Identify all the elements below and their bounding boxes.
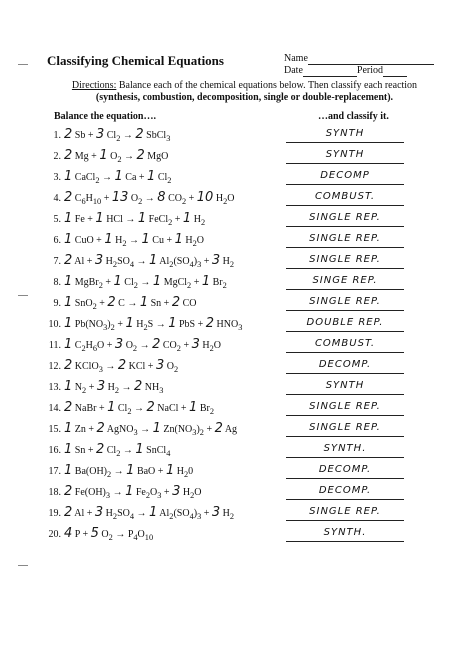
equation-number: 7. bbox=[53, 256, 61, 267]
equation-number: 18. bbox=[48, 487, 61, 498]
classification-answer: SINGLE REP. bbox=[286, 397, 404, 416]
equation-number: 3. bbox=[53, 172, 61, 183]
equation-text: 2 $Fe(OH)_3 \to 1$ $Fe_2O_3 + 3$ $H_2O$ bbox=[64, 484, 202, 500]
classification-answer: SYNTH bbox=[286, 124, 404, 143]
classification-answer: SINGLE REP. bbox=[286, 502, 404, 521]
name-date-period-block bbox=[284, 53, 434, 77]
equation-text: 1 CaCl$_2$ → 1 Ca + 1 $Cl_2$ bbox=[64, 169, 172, 185]
classification-answer: DECOMP. bbox=[286, 355, 404, 374]
equation-number: 19. bbox=[48, 508, 61, 519]
equation-row bbox=[47, 335, 221, 355]
hole-mark bbox=[18, 64, 28, 65]
equation-text: 1 CuO + 1 $H_2 \to 1$ Cu + 1 $H_2O$ bbox=[64, 232, 205, 248]
classification-answer: DECOMP. bbox=[286, 481, 404, 500]
directions-classes: (synthesis, combustion, decomposition, single or double-replacement). bbox=[95, 92, 394, 103]
equation-number: 4. bbox=[53, 193, 61, 204]
equation-text: 2 NaBr + 1 $Cl_2 \to 2$ NaCl + 1 $Br_2$ bbox=[64, 400, 214, 416]
equation-text: 1 $C_2H_6O + 3$ $O_2 \to 2$ $CO_2 + 3$ $H_2O$ bbox=[64, 337, 222, 353]
classification-answer: DOUBLE REP. bbox=[286, 313, 404, 332]
equation-text: 4 P + 5 $O_2 \to P_4O_{10}$ bbox=[64, 526, 154, 542]
equation-text: 1 Sn + 2 $Cl_2 \to 1$ SnCl$_4$ bbox=[64, 442, 171, 458]
classification-answer: SYNTH. bbox=[286, 439, 404, 458]
equation-row bbox=[47, 167, 171, 187]
equation-number: 5. bbox=[53, 214, 61, 225]
equation-text: 2 KClO$_3$ → 2 KCl + 3 $O_2$ bbox=[64, 358, 179, 374]
equation-number: 13. bbox=[48, 382, 61, 393]
equation-row bbox=[47, 251, 234, 271]
equation-text: 1 SnO$_2$ + 2 C → 1 Sn + 2 CO bbox=[64, 295, 197, 311]
date-period-row bbox=[284, 65, 434, 77]
equation-row bbox=[47, 440, 170, 460]
equation-row bbox=[47, 503, 234, 523]
equation-row bbox=[47, 377, 163, 397]
page-title: Classifying Chemical Equations bbox=[47, 53, 224, 68]
equation-number: 16. bbox=[48, 445, 61, 456]
equation-number: 2. bbox=[53, 151, 61, 162]
equation-text: 1 Fe + 1 HCl → 1 FeCl$_2$ + 1 $H_2$ bbox=[64, 211, 206, 227]
equation-text: 2 Al + 3 $H_2SO_4 \to 1$ $Al_2(SO_4)_3 + 3$ $H_2$ bbox=[64, 505, 235, 521]
equation-text: 2 Al + 3 $H_2SO_4 \to 1$ $Al_2(SO_4)_3 + 3$ $H_2$ bbox=[64, 253, 235, 269]
directions-text: Balance each of the chemical equations below. Then classify each reaction bbox=[116, 80, 418, 91]
equation-text: 1 Zn + 2 AgNO$_3$ → 1 $Zn(NO_3)_2 + 2$ Ag bbox=[64, 421, 238, 437]
equation-row bbox=[47, 398, 214, 418]
equation-row bbox=[47, 293, 197, 313]
equation-number: 9. bbox=[53, 298, 61, 309]
equation-text: 2 $C_6H_{10} + 13$ $O_2 \to 8$ $CO_2 + 10$ $H_2O$ bbox=[64, 190, 235, 206]
equation-row bbox=[47, 272, 227, 292]
name-row bbox=[284, 53, 434, 65]
balance-heading: Balance the equation…. bbox=[54, 111, 156, 122]
classify-heading: …and classify it. bbox=[318, 111, 389, 122]
equation-number: 17. bbox=[48, 466, 61, 477]
equation-number: 8. bbox=[53, 277, 61, 288]
classification-answer: COMBUST. bbox=[286, 187, 404, 206]
equation-row bbox=[47, 482, 201, 502]
equation-number: 6. bbox=[53, 235, 61, 246]
equation-number: 20. bbox=[48, 529, 61, 540]
period-line bbox=[383, 66, 407, 77]
equation-text: 2 Sb + 3 $Cl_2 \to 2$ SbCl$_3$ bbox=[64, 127, 171, 143]
equation-row bbox=[47, 419, 237, 439]
equation-text: 2 Mg + 1 $O_2 \to 2$ MgO bbox=[64, 148, 169, 164]
classification-answer: SINGLE REP. bbox=[286, 229, 404, 248]
equation-row bbox=[47, 461, 193, 481]
classification-answer: SINGLE REP. bbox=[286, 208, 404, 227]
classification-answer: SINGLE REP. bbox=[286, 418, 404, 437]
equation-text: 1 $Ba(OH)_2 \to 1$ BaO + 1 $H_20$ bbox=[64, 463, 194, 479]
classification-answer: SYNTH bbox=[286, 376, 404, 395]
classification-answer: SINGLE REP. bbox=[286, 292, 404, 311]
equation-number: 14. bbox=[48, 403, 61, 414]
equation-row bbox=[47, 314, 242, 334]
equation-row bbox=[47, 146, 168, 166]
equation-number: 15. bbox=[48, 424, 61, 435]
equation-row bbox=[47, 524, 153, 544]
equation-row bbox=[47, 188, 234, 208]
equation-row bbox=[47, 230, 204, 250]
date-line bbox=[303, 66, 357, 77]
classification-answer: SINGLE REP. bbox=[286, 250, 404, 269]
equation-number: 10. bbox=[48, 319, 61, 330]
equation-row bbox=[47, 125, 170, 145]
period-label: Period bbox=[356, 65, 383, 76]
equation-row bbox=[47, 209, 205, 229]
date-label: Date bbox=[284, 65, 303, 76]
name-label: Name bbox=[284, 53, 308, 64]
equation-text: 1 $Pb(NO_3)_2 + 1$ $H_2S \to 1$ PbS + 2 $HNO_3$ bbox=[64, 316, 243, 332]
name-line bbox=[308, 54, 434, 65]
equation-text: 1 MgBr$_2$ + 1 $Cl_2 \to 1$ MgCl$_2$ + 1 $Br_2$ bbox=[64, 274, 227, 290]
hole-mark bbox=[18, 565, 28, 566]
classification-answer: SYNTH. bbox=[286, 523, 404, 542]
directions-label: Directions: bbox=[71, 80, 117, 91]
equation-number: 12. bbox=[48, 361, 61, 372]
equation-number: 11. bbox=[48, 340, 61, 351]
equation-row bbox=[47, 356, 178, 376]
equation-number: 1. bbox=[53, 130, 61, 141]
classification-answer: SYNTH bbox=[286, 145, 404, 164]
directions-block bbox=[47, 80, 442, 104]
classification-answer: DECOMP. bbox=[286, 460, 404, 479]
equation-text: 1 $N_2 + 3$ $H_2 \to 2$ $NH_3$ bbox=[64, 379, 164, 395]
hole-mark bbox=[18, 295, 28, 296]
classification-answer: SINGE REP. bbox=[286, 271, 404, 290]
classification-answer: COMBUST. bbox=[286, 334, 404, 353]
classification-answer: DECOMP bbox=[286, 166, 404, 185]
